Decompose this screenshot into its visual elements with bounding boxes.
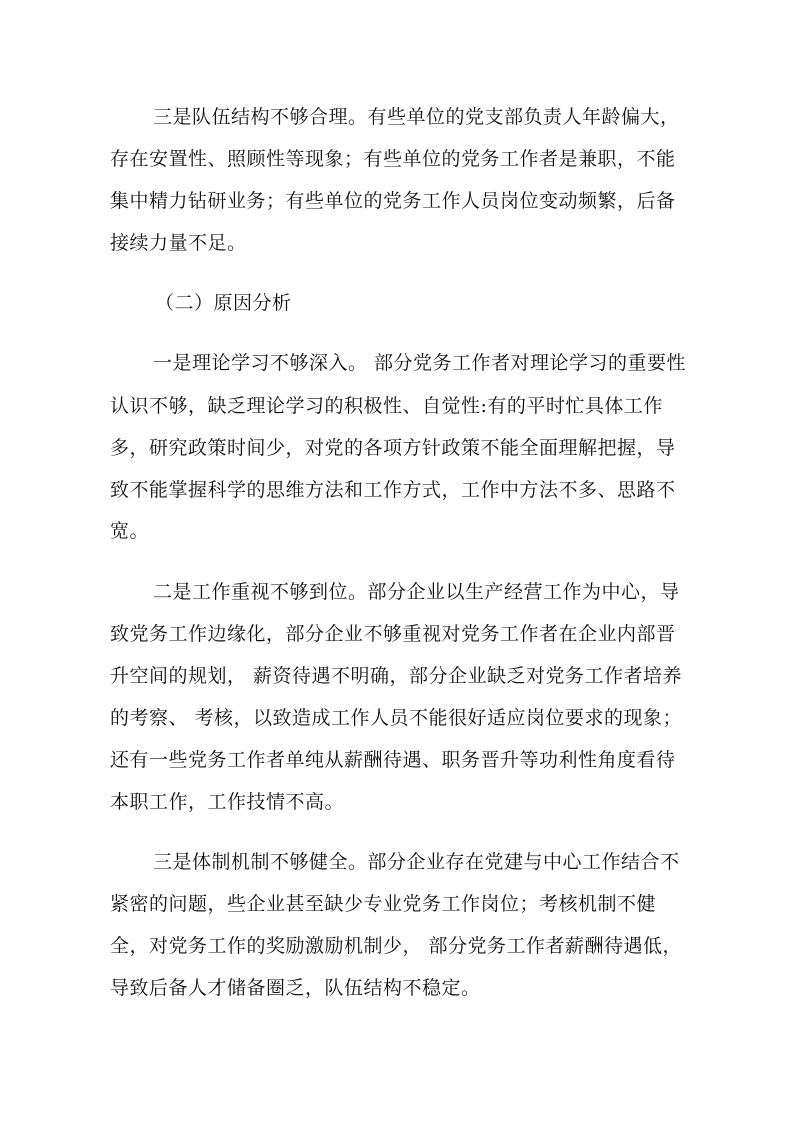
paragraph-1-line-3: 集中精力钻研业务；有些单位的党务工作人员岗位变动频繁，后备 bbox=[110, 190, 676, 212]
section-heading: （二）原因分析 bbox=[155, 292, 292, 314]
paragraph-2-line-2: 认识不够，缺乏理论学习的积极性、自觉性:有的平时忙具体工作 bbox=[110, 395, 663, 417]
paragraph-4-line-2: 紧密的问题，些企业甚至缺少专业党务工作岗位；考核机制不健 bbox=[110, 893, 657, 915]
paragraph-4-line-4: 导致后备人才储备圈乏，队伍结构不稳定。 bbox=[110, 977, 481, 999]
paragraph-3-line-3: 升空间的规划， 薪资待遇不明确，部分企业缺乏对党务工作者培养 bbox=[110, 665, 683, 687]
paragraph-2-line-1: 一是理论学习不够深入。 部分党务工作者对理论学习的重要性 bbox=[153, 352, 687, 374]
paragraph-1-line-2: 存在安置性、照顾性等现象；有些单位的党务工作者是兼职，不能 bbox=[110, 148, 676, 170]
paragraph-4-line-1: 三是体制机制不够健全。部分企业存在党建与中心工作结合不 bbox=[153, 851, 680, 873]
paragraph-3-line-5: 还有一些党务工作者单纯从薪酬待遇、职务晋升等功利性角度看待 bbox=[110, 749, 676, 771]
paragraph-1-line-4: 接续力量不足。 bbox=[110, 232, 247, 254]
paragraph-3-line-2: 致党务工作边缘化，部分企业不够重视对党务工作者在企业内部晋 bbox=[110, 623, 676, 645]
paragraph-3-line-4: 的考察、 考核，以致造成工作人员不能很好适应岗位要求的现象； bbox=[110, 707, 683, 729]
paragraph-2-line-4: 致不能掌握科学的思维方法和工作方式，工作中方法不多、思路不 bbox=[110, 479, 676, 501]
paragraph-3-line-6: 本职工作，工作技情不高。 bbox=[110, 791, 345, 813]
paragraph-3-line-1: 二是工作重视不够到位。部分企业以生产经营工作为中心，导 bbox=[153, 581, 680, 603]
paragraph-2-line-5: 宽。 bbox=[110, 520, 150, 542]
paragraph-2-line-3: 多，研究政策时间少，对党的各项方针政策不能全面理解把握，导 bbox=[110, 437, 676, 459]
paragraph-1-line-1: 三是队伍结构不够合理。有些单位的党支部负责人年龄偏大， bbox=[153, 106, 680, 128]
paragraph-4-line-3: 全，对党务工作的奖励激励机制少， 部分党务工作者薪酬待遇低， bbox=[110, 935, 683, 957]
